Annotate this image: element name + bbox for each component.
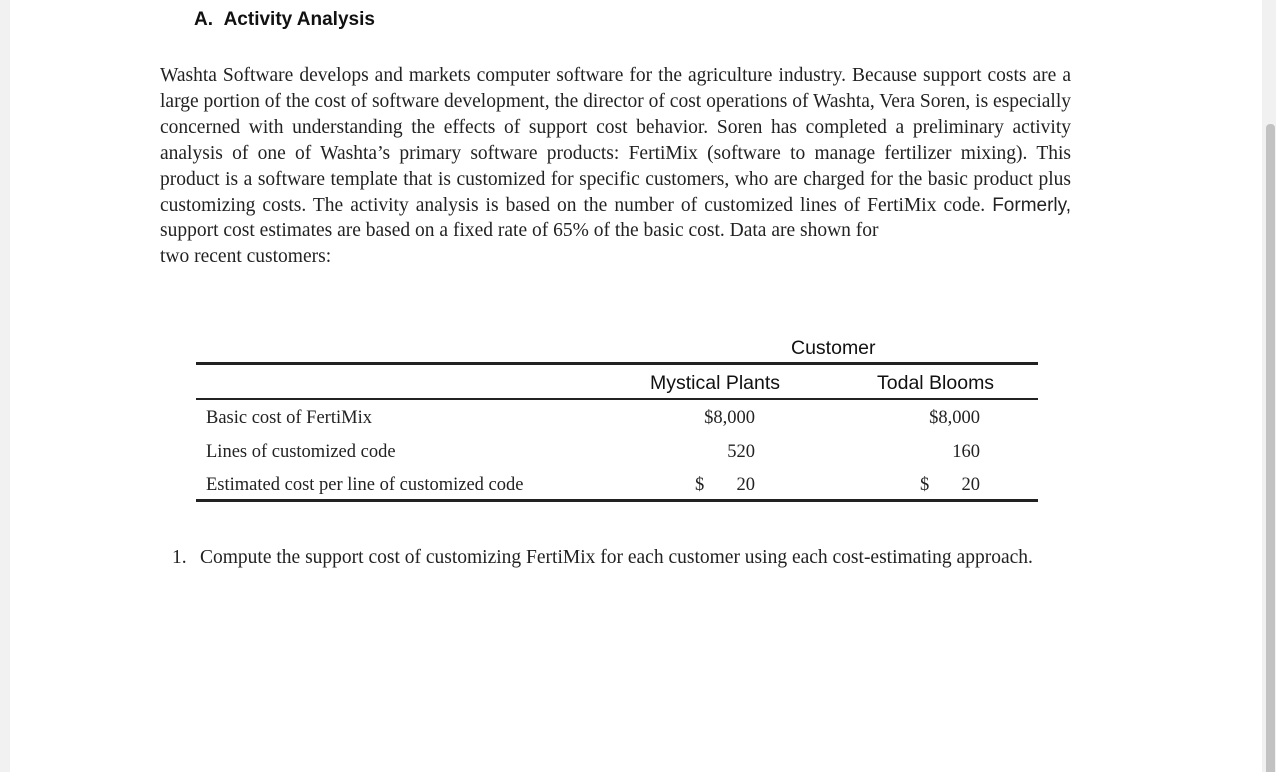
intro-last-line: two recent customers: [160,246,332,268]
row-label: Lines of customized code [206,442,396,462]
currency-symbol: $ [695,475,705,495]
intro-continuation: support cost estimates are based on a fixed rate of 65% of the basic cost. Data are shown for [160,220,879,242]
currency-symbol: $ [920,475,930,495]
cell-todal-blooms: 160 [952,442,980,462]
cell-todal-blooms: $8,000 [929,408,980,428]
cell-mystical-plants: 20 [736,475,755,495]
intro-body: Washta Software develops and markets computer software for the agriculture industry. Because support costs are a large portion of the cost of software development, the director of cost operations of Washta, Vera Soren, is especially concerned with understanding the effects of support cost behavior. Soren has completed a preliminary activity analysis of one of Washta’s primary software products: FertiMix (software to manage fertilizer mixing). This product is a software template that is customized for specific customers, who are charged for the basic product plus customizing costs. The activity analysis is based on the number of customized lines of FertiMix code. [160,65,1071,216]
column-header-todal-blooms: Todal Blooms [877,372,995,394]
row-label: Estimated cost per line of customized code [206,475,524,495]
table-top-rule [196,362,1038,365]
table-header-rule [196,398,1038,400]
section-heading [194,9,375,31]
column-header-mystical-plants: Mystical Plants [650,372,781,394]
vertical-scrollbar[interactable] [1266,124,1275,772]
cell-mystical-plants: $8,000 [704,408,755,428]
cell-todal-blooms: 20 [961,475,980,495]
section-title: Activity Analysis [223,9,375,30]
table-bottom-rule [196,499,1038,502]
question-number: 1. [172,547,187,568]
cell-mystical-plants: 520 [727,442,755,462]
intro-paragraph [160,63,1071,270]
question-item [172,545,1072,571]
table-group-header: Customer [791,337,876,359]
row-label: Basic cost of FertiMix [206,408,372,428]
question-text: Compute the support cost of customizing FertiMix for each customer using each cost-estimating approach. [200,547,1033,568]
section-label: A. [194,9,213,30]
intro-inserted-text: Formerly, [992,194,1072,216]
